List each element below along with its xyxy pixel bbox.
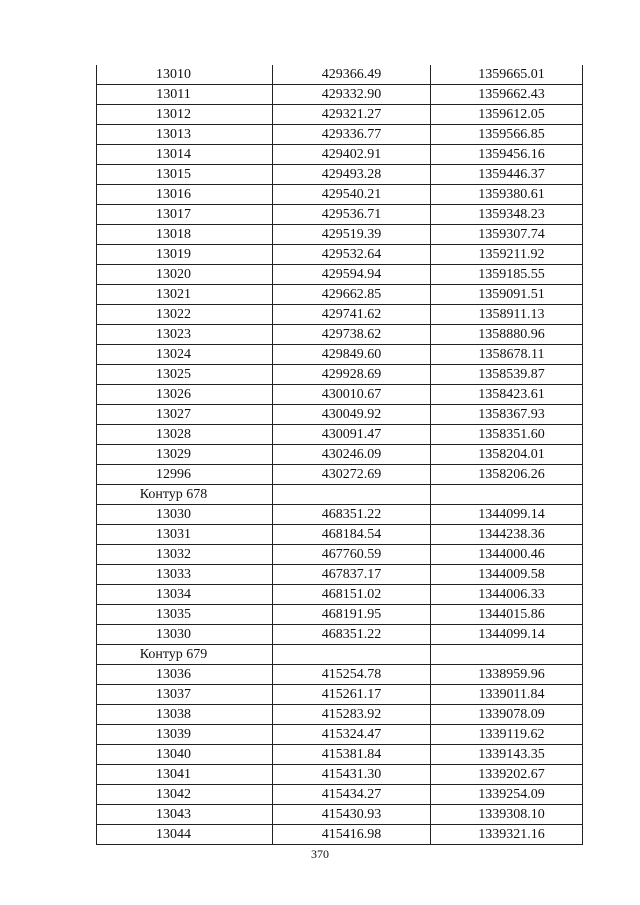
x-coordinate-cell: 415434.27 <box>273 785 431 805</box>
x-coordinate-cell: 429594.94 <box>273 265 431 285</box>
table-row <box>97 625 583 645</box>
y-coordinate-cell: 1358204.01 <box>431 445 583 465</box>
table-row <box>97 565 583 585</box>
x-coordinate-cell: 430010.67 <box>273 385 431 405</box>
point-id-cell: 13027 <box>97 405 273 425</box>
point-id-cell: 13039 <box>97 725 273 745</box>
point-id-cell: 13041 <box>97 765 273 785</box>
y-coordinate-cell: 1358880.96 <box>431 325 583 345</box>
x-coordinate-cell: 415381.84 <box>273 745 431 765</box>
table-row <box>97 185 583 205</box>
point-id-cell: 13035 <box>97 605 273 625</box>
x-coordinate-cell: 415324.47 <box>273 725 431 745</box>
x-coordinate-cell: 468151.02 <box>273 585 431 605</box>
y-coordinate-cell: 1359380.61 <box>431 185 583 205</box>
x-coordinate-cell: 415261.17 <box>273 685 431 705</box>
table-row <box>97 105 583 125</box>
point-id-cell: 13018 <box>97 225 273 245</box>
point-id-cell: 13031 <box>97 525 273 545</box>
x-coordinate-cell: 429366.49 <box>273 65 431 85</box>
contour-heading: Контур 678 <box>97 485 273 505</box>
table-row <box>97 325 583 345</box>
x-coordinate-cell: 468191.95 <box>273 605 431 625</box>
y-coordinate-cell: 1339078.09 <box>431 705 583 725</box>
table-row <box>97 705 583 725</box>
point-id-cell: 13043 <box>97 805 273 825</box>
point-id-cell: 13042 <box>97 785 273 805</box>
x-coordinate-cell: 429741.62 <box>273 305 431 325</box>
y-coordinate-cell: 1359612.05 <box>431 105 583 125</box>
x-coordinate-cell: 429738.62 <box>273 325 431 345</box>
point-id-cell: 13022 <box>97 305 273 325</box>
point-id-cell: 13015 <box>97 165 273 185</box>
point-id-cell: 13036 <box>97 665 273 685</box>
x-coordinate-cell: 415254.78 <box>273 665 431 685</box>
x-coordinate-cell: 468351.22 <box>273 625 431 645</box>
x-coordinate-cell: 429402.91 <box>273 145 431 165</box>
point-id-cell: 13037 <box>97 685 273 705</box>
point-id-cell: 13033 <box>97 565 273 585</box>
y-coordinate-cell: 1358911.13 <box>431 305 583 325</box>
y-coordinate-cell: 1344099.14 <box>431 505 583 525</box>
empty-cell <box>273 485 431 505</box>
table-row <box>97 85 583 105</box>
table-row <box>97 725 583 745</box>
table-row <box>97 605 583 625</box>
y-coordinate-cell: 1359091.51 <box>431 285 583 305</box>
table-row <box>97 365 583 385</box>
table-row <box>97 305 583 325</box>
empty-cell <box>431 485 583 505</box>
x-coordinate-cell: 429519.39 <box>273 225 431 245</box>
x-coordinate-cell: 429321.27 <box>273 105 431 125</box>
table-row <box>97 685 583 705</box>
x-coordinate-cell: 430091.47 <box>273 425 431 445</box>
table-row <box>97 585 583 605</box>
point-id-cell: 13012 <box>97 105 273 125</box>
x-coordinate-cell: 429849.60 <box>273 345 431 365</box>
table-row <box>97 425 583 445</box>
y-coordinate-cell: 1344015.86 <box>431 605 583 625</box>
y-coordinate-cell: 1339143.35 <box>431 745 583 765</box>
y-coordinate-cell: 1358367.93 <box>431 405 583 425</box>
point-id-cell: 13034 <box>97 585 273 605</box>
x-coordinate-cell: 415416.98 <box>273 825 431 845</box>
table-row <box>97 765 583 785</box>
contour-heading: Контур 679 <box>97 645 273 665</box>
table-row <box>97 285 583 305</box>
y-coordinate-cell: 1339011.84 <box>431 685 583 705</box>
contour-heading-row <box>97 645 583 665</box>
x-coordinate-cell: 415430.93 <box>273 805 431 825</box>
table-row <box>97 525 583 545</box>
y-coordinate-cell: 1358351.60 <box>431 425 583 445</box>
y-coordinate-cell: 1359211.92 <box>431 245 583 265</box>
x-coordinate-cell: 429928.69 <box>273 365 431 385</box>
coordinate-table <box>96 65 583 845</box>
x-coordinate-cell: 429336.77 <box>273 125 431 145</box>
point-id-cell: 13030 <box>97 505 273 525</box>
point-id-cell: 13025 <box>97 365 273 385</box>
table-row <box>97 445 583 465</box>
table-row <box>97 665 583 685</box>
y-coordinate-cell: 1344000.46 <box>431 545 583 565</box>
table-row <box>97 825 583 845</box>
point-id-cell: 13023 <box>97 325 273 345</box>
y-coordinate-cell: 1344238.36 <box>431 525 583 545</box>
x-coordinate-cell: 429532.64 <box>273 245 431 265</box>
table-row <box>97 205 583 225</box>
y-coordinate-cell: 1344099.14 <box>431 625 583 645</box>
x-coordinate-cell: 429493.28 <box>273 165 431 185</box>
point-id-cell: 13011 <box>97 85 273 105</box>
coordinate-table-container <box>96 65 582 845</box>
point-id-cell: 13016 <box>97 185 273 205</box>
x-coordinate-cell: 429662.85 <box>273 285 431 305</box>
x-coordinate-cell: 430049.92 <box>273 405 431 425</box>
y-coordinate-cell: 1359348.23 <box>431 205 583 225</box>
y-coordinate-cell: 1358423.61 <box>431 385 583 405</box>
point-id-cell: 13010 <box>97 65 273 85</box>
y-coordinate-cell: 1359662.43 <box>431 85 583 105</box>
point-id-cell: 13029 <box>97 445 273 465</box>
x-coordinate-cell: 415431.30 <box>273 765 431 785</box>
table-row <box>97 145 583 165</box>
y-coordinate-cell: 1344009.58 <box>431 565 583 585</box>
y-coordinate-cell: 1359185.55 <box>431 265 583 285</box>
table-row <box>97 165 583 185</box>
x-coordinate-cell: 468351.22 <box>273 505 431 525</box>
empty-cell <box>273 645 431 665</box>
point-id-cell: 13026 <box>97 385 273 405</box>
table-row <box>97 545 583 565</box>
table-row <box>97 345 583 365</box>
point-id-cell: 13038 <box>97 705 273 725</box>
table-row <box>97 405 583 425</box>
point-id-cell: 13028 <box>97 425 273 445</box>
y-coordinate-cell: 1359456.16 <box>431 145 583 165</box>
point-id-cell: 13021 <box>97 285 273 305</box>
point-id-cell: 13040 <box>97 745 273 765</box>
table-row <box>97 465 583 485</box>
x-coordinate-cell: 430272.69 <box>273 465 431 485</box>
x-coordinate-cell: 429536.71 <box>273 205 431 225</box>
y-coordinate-cell: 1339254.09 <box>431 785 583 805</box>
x-coordinate-cell: 429332.90 <box>273 85 431 105</box>
table-row <box>97 65 583 85</box>
point-id-cell: 13019 <box>97 245 273 265</box>
point-id-cell: 13020 <box>97 265 273 285</box>
y-coordinate-cell: 1338959.96 <box>431 665 583 685</box>
x-coordinate-cell: 429540.21 <box>273 185 431 205</box>
table-row <box>97 225 583 245</box>
page-number: 370 <box>311 847 329 861</box>
table-row <box>97 785 583 805</box>
table-row <box>97 265 583 285</box>
y-coordinate-cell: 1339308.10 <box>431 805 583 825</box>
table-row <box>97 245 583 265</box>
point-id-cell: 13014 <box>97 145 273 165</box>
table-row <box>97 805 583 825</box>
x-coordinate-cell: 467760.59 <box>273 545 431 565</box>
point-id-cell: 13032 <box>97 545 273 565</box>
table-row <box>97 745 583 765</box>
point-id-cell: 12996 <box>97 465 273 485</box>
point-id-cell: 13024 <box>97 345 273 365</box>
table-row <box>97 505 583 525</box>
table-row <box>97 385 583 405</box>
x-coordinate-cell: 468184.54 <box>273 525 431 545</box>
contour-heading-row <box>97 485 583 505</box>
point-id-cell: 13013 <box>97 125 273 145</box>
x-coordinate-cell: 430246.09 <box>273 445 431 465</box>
y-coordinate-cell: 1358539.87 <box>431 365 583 385</box>
y-coordinate-cell: 1359307.74 <box>431 225 583 245</box>
coordinate-table-body <box>97 65 583 845</box>
point-id-cell: 13044 <box>97 825 273 845</box>
table-row <box>97 125 583 145</box>
y-coordinate-cell: 1339119.62 <box>431 725 583 745</box>
point-id-cell: 13017 <box>97 205 273 225</box>
x-coordinate-cell: 467837.17 <box>273 565 431 585</box>
y-coordinate-cell: 1344006.33 <box>431 585 583 605</box>
x-coordinate-cell: 415283.92 <box>273 705 431 725</box>
y-coordinate-cell: 1358678.11 <box>431 345 583 365</box>
y-coordinate-cell: 1359446.37 <box>431 165 583 185</box>
y-coordinate-cell: 1339321.16 <box>431 825 583 845</box>
y-coordinate-cell: 1359566.85 <box>431 125 583 145</box>
y-coordinate-cell: 1359665.01 <box>431 65 583 85</box>
point-id-cell: 13030 <box>97 625 273 645</box>
y-coordinate-cell: 1339202.67 <box>431 765 583 785</box>
y-coordinate-cell: 1358206.26 <box>431 465 583 485</box>
empty-cell <box>431 645 583 665</box>
